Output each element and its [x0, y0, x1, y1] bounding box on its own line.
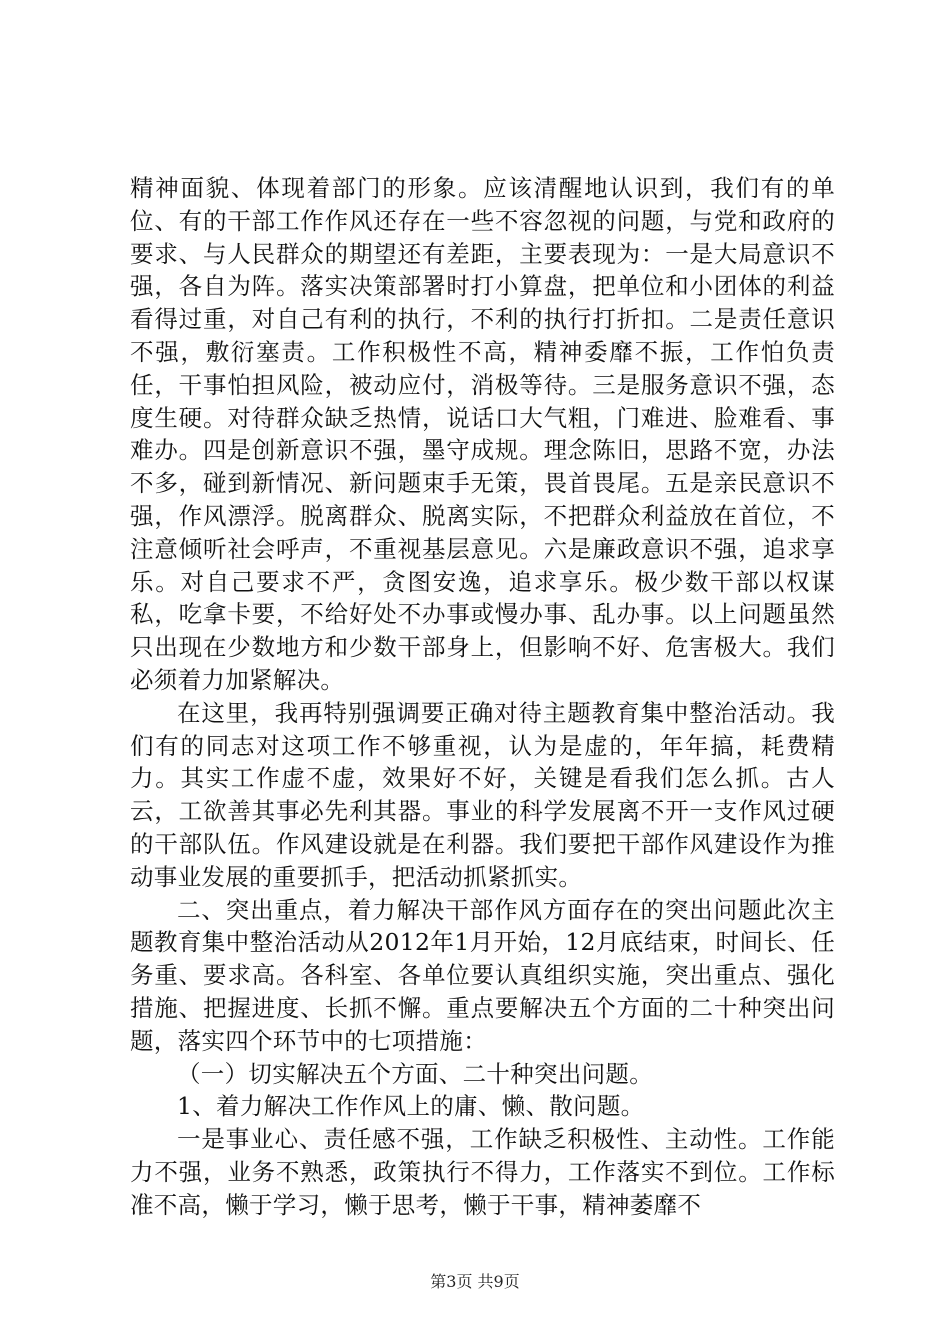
paragraph-1: 精神面貌、体现着部门的形象。应该清醒地认识到，我们有的单位、有的干部工作作风还存在一些不容忽视的问题，与党和政府的要求、与人民群众的期望还有差距，主要表现为：一是大局意识不强，各自为阵。落实决策部署时打小算盘，把单位和小团体的利益看得过重，对自己有利的执行，不利的执行打折扣。二是责任意识不强，敷衍塞责。工作积极性不高，精神委靡不振，工作怕负责任，干事怕担风险，被动应付，消极等待。三是服务意识不强，态度生硬。对待群众缺乏热情，说话口大气粗，门难进、脸难看、事难办。四是创新意识不强，墨守成规。理念陈旧，思路不宽，办法不多，碰到新情况、新问题束手无策，畏首畏尾。五是亲民意识不强，作风漂浮。脱离群众、脱离实际，不把群众利益放在首位，不注意倾听社会呼声，不重视基层意见。六是廉政意识不强，追求享乐。对自己要求不严，贪图安逸，追求享乐。极少数干部以权谋私，吃拿卡要，不给好处不办事或慢办事、乱办事。以上问题虽然只出现在少数地方和少数干部身上，但影响不好、危害极大。我们必须着力加紧解决。 — [130, 174, 835, 694]
subsection-heading: 1、着力解决工作作风上的庸、懒、散问题。 — [177, 1092, 645, 1121]
paragraph-2: 在这里，我再特别强调要正确对待主题教育集中整治活动。我们有的同志对这项工作不够重视，认为是虚的，年年搞，耗费精力。其实工作虚不虚，效果好不好，关键是看我们怎么抓。古人云，工欲善其事必先利其器。事业的科学发展离不开一支作风过硬的干部队伍。作风建设就是在利器。我们要把干部作风建设作为推动事业发展的重要抓手，把活动抓紧抓实。 — [130, 698, 835, 891]
section-heading: （一）切实解决五个方面、二十种突出问题。 — [177, 1059, 653, 1088]
page-footer: 第3页 共9页 — [430, 1272, 520, 1291]
paragraph-3: 二、突出重点，着力解决干部作风方面存在的突出问题此次主题教育集中整治活动从2012年1月开始，12月底结束，时间长、任务重、要求高。各科室、各单位要认真组织实施，突出重点、强化措施、把握进度、长抓不懈。重点要解决五个方面的二十种突出问题，落实四个环节中的七项措施： — [130, 895, 835, 1055]
paragraph-6: 一是事业心、责任感不强，工作缺乏积极性、主动性。工作能力不强，业务不熟悉，政策执行不得力，工作落实不到位。工作标准不高，懒于学习，懒于思考，懒于干事，精神萎靡不 — [130, 1125, 835, 1219]
document-body — [130, 172, 835, 1222]
